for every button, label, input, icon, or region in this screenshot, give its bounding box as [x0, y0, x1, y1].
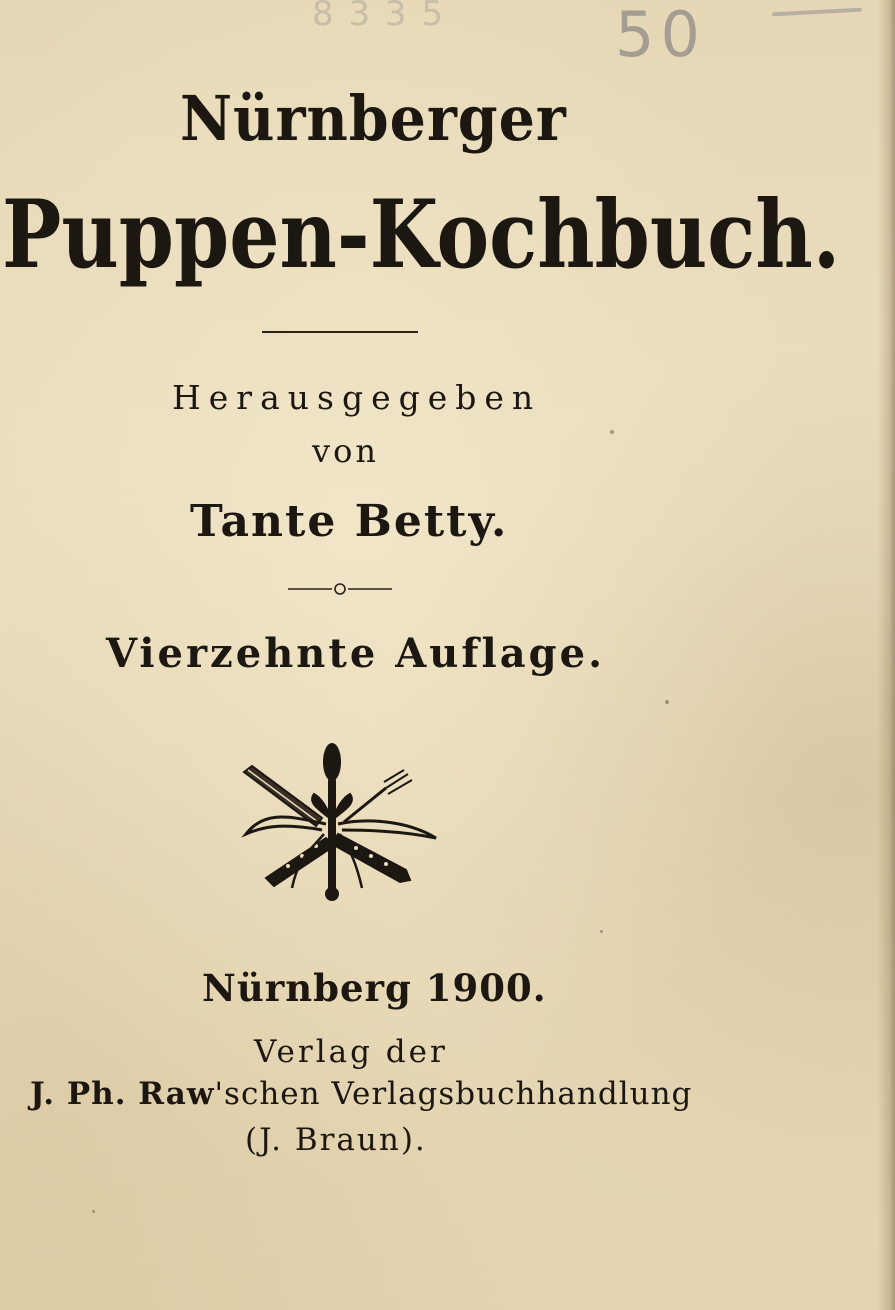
page-edge-shadow — [877, 0, 895, 1310]
imprint-publisher-line-3: (J. Braun). — [245, 1122, 427, 1158]
publisher-name-bold: J. Ph. Raw — [30, 1076, 215, 1112]
byline-von: von — [312, 432, 379, 470]
imprint-place-year: Nürnberg 1900. — [202, 966, 547, 1010]
paper-speck — [600, 930, 603, 933]
paper-speck — [665, 700, 669, 704]
crossed-cutlery-bouquet-icon — [226, 738, 452, 904]
paper-speck — [610, 430, 614, 434]
pencil-stroke — [772, 8, 862, 17]
paper-speck — [92, 1210, 95, 1213]
publisher-name-rest: 'schen Verlagsbuchhandlung — [214, 1076, 693, 1112]
imprint-publisher-line-1: Verlag der — [254, 1034, 448, 1070]
pencil-mark-faint: 8 3 3 5 — [312, 0, 445, 34]
author-name: Tante Betty. — [190, 496, 509, 547]
byline-herausgegeben: Herausgegeben — [172, 378, 542, 417]
title-divider-rule — [262, 331, 418, 333]
title-line-1: Nürnberger — [180, 82, 567, 155]
title-line-2: Puppen-Kochbuch. — [2, 180, 841, 290]
ornamental-divider — [288, 580, 392, 598]
edition-statement: Vierzehnte Auflage. — [106, 630, 606, 677]
imprint-publisher-line-2 — [30, 1076, 692, 1112]
pencil-catalog-number: 50 — [615, 0, 706, 71]
